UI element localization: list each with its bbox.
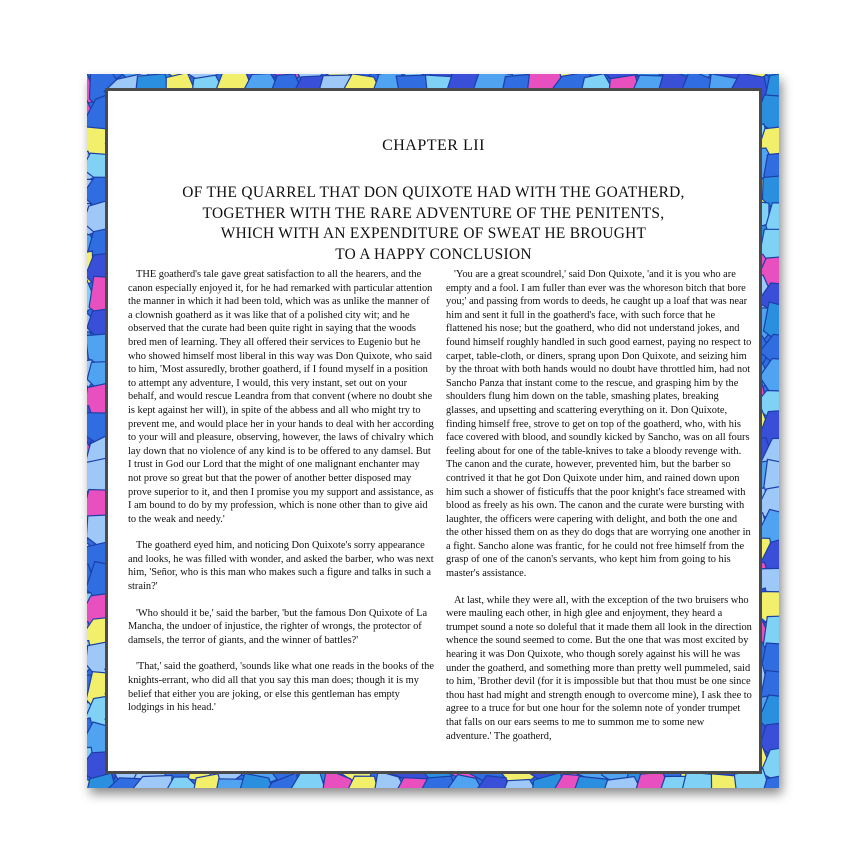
book-page <box>105 88 762 774</box>
mosaic-tile <box>503 780 537 789</box>
chapter-heading <box>108 183 759 265</box>
right-column <box>446 268 752 756</box>
heading-line: WHICH WITH AN EXPENDITURE OF SWEAT HE BROUGHT <box>220 225 647 242</box>
paragraph: The goatherd eyed him, and noticing Don Quixote's sorry appearance and looks, he was filled with wonder, and asked the barber, who was next him, 'Señor, who is this man who makes such a figure and talks in such a strain?' <box>128 540 434 593</box>
heading-line: OF THE QUARREL THAT DON QUIXOTE HAD WITH THE GOATHERD, <box>182 184 685 201</box>
left-column <box>128 268 434 728</box>
heading-line: TO A HAPPY CONCLUSION <box>335 245 532 263</box>
paragraph: THE goatherd's tale gave great satisfaction to all the hearers, and the canon especially enjoyed it, for he had remarked with particular attention the manner in which it had been told, which was as unlike the manner of a clownish goatherd as it was like that of a polished city wit; and he observed that the curate had been quite right in saying that the woods bred men of learning. They all offered their services to Eugenio but he who showed himself most liberal in this way was Don Quixote, who said to him, 'Most assuredly, brother goatherd, if I found myself in a position to attempt any adventure, I would, this very instant, set out on your behalf, and would rescue Leandra from that convent (where no doubt she is kept against her will), in spite of the abbess and all who might try to prevent me, and would place her in your hands to deal with her according to your will and pleasure, observing, however, the laws of chivalry which lay down that no violence of any kind is to be offered to any damsel. But I trust in God our Lord that the might of one malignant enchanter may not prove so great but that the power of another better disposed may prove superior to it, and then I promise you my support and assistance, as I am bound to do by my profession, which is none other than to give aid to the weak and needy.' <box>128 269 434 525</box>
paragraph: At last, while they were all, with the exception of the two bruisers who were mauling each other, in high glee and enjoyment, they heard a trumpet sound a note so doleful that it made them all look in the direction whence the sound seemed to come. But the one that was most excited by hearing it was Don Quixote, who though sorely against his will he was under the goatherd, and something more than pretty well pummeled, said to him, 'Brother devil (for it is impossible but that thou must be one since thou hast had might and strength enough to overcome mine), I ask thee to agree to a truce for but one hour for the solemn note of yonder trumpet that falls on our ears seems to me to summon me to some new adventure.' The goatherd, <box>446 594 752 742</box>
paragraph: 'Who should it be,' said the barber, 'but the famous Don Quixote of La Mancha, the undoer of injustice, the righter of wrongs, the protector of damsels, the terror of giants, and the winner of battles?' <box>128 607 428 646</box>
heading-line: TOGETHER WITH THE RARE ADVENTURE OF THE PENITENTS, <box>202 204 665 222</box>
chapter-number: CHAPTER LII <box>382 137 485 154</box>
paragraph: 'That,' said the goatherd, 'sounds like what one reads in the books of the knights-errant, who did all that you say this man does; though it is my belief that either you are joking, or else this gentleman has empty lodgings in his head.' <box>128 661 434 714</box>
paragraph: 'You are a great scoundrel,' said Don Quixote, 'and it is you who are empty and a fool. I am fuller than ever was the whoreson bitch that bore you;' and passing from words to deeds, he caught up a loaf that was near him and sent it full in the goatherd's face, with such force that he flattened his nose; but the goatherd, who did not understand jokes, and found himself roughly handled in such good earnest, paying no respect to carpet, table-cloth, or diners, sprang upon Don Quixote, and seizing him by the throat with both hands would no doubt have throttled him, had not Sancho Panza that instant come to the rescue, and grasping him by the shoulders flung him down on the table, smashing plates, breaking glasses, and upsetting and scattering everything on it. Don Quixote, finding himself free, strove to get on top of the goatherd, who, with his face covered with blood, and soundly kicked by Sancho, was on all fours feeling about for one of the table-knives to take a bloody revenge with. The canon and the curate, however, prevented him, but the barber so contrived it that he got Don Quixote under him, and rained down upon him such a shower of fisticuffs that the poor knight's face streamed with blood as freely as his own. The canon and the curate were bursting with laughter, the officers were capering with delight, and both the one and the other hissed them on as they do dogs that are worrying one another in a fight. Sancho alone was frantic, for he could not free himself from the grasp of one of the canon's servants, who kept him from going to his master's assistance. <box>446 269 752 580</box>
